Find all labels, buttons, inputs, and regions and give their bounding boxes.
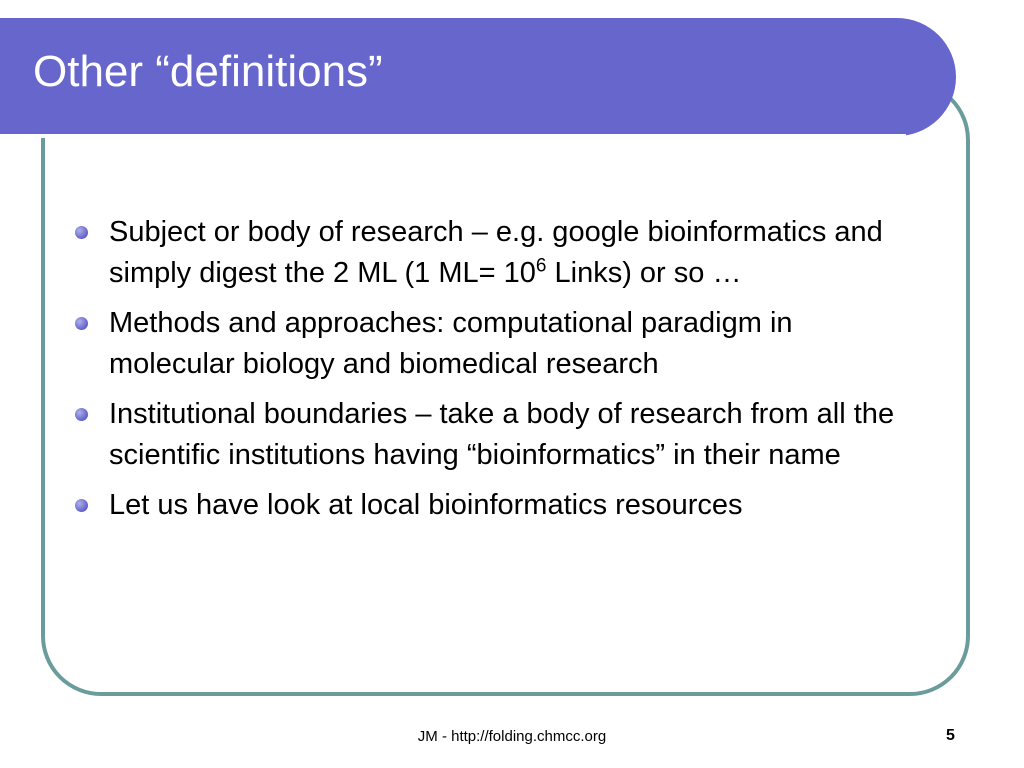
bullet-item (70, 212, 920, 294)
bullet-item (70, 303, 920, 385)
bullet-dot-icon (75, 317, 88, 330)
bullet-dot-icon (75, 226, 88, 239)
title-underline (0, 134, 906, 138)
bullet-item (70, 394, 920, 476)
bullet-dot-icon (75, 499, 88, 512)
bullet-text: Methods and approaches: computational paradigm in molecular biology and biomedical research (109, 307, 793, 380)
bullet-item (70, 485, 920, 526)
page-number: 5 (946, 727, 955, 744)
bullet-superscript: 6 (535, 255, 547, 277)
slide-title: Other “definitions” (33, 47, 383, 96)
footer-text: JM - http://folding.chmcc.org (417, 728, 607, 745)
bullet-list (70, 212, 920, 535)
bullet-text: Subject or body of research – e.g. google bioinformatics and simply digest the 2 ML (1 ML= 10 (109, 216, 883, 289)
bullet-text-continued: Links) or so … (546, 257, 742, 289)
bullet-text: Let us have look at local bioinformatics resources (109, 489, 743, 521)
bullet-dot-icon (75, 408, 88, 421)
bullet-text: Institutional boundaries – take a body of research from all the scientific institutions having “bioinformatics” in their name (109, 398, 895, 471)
